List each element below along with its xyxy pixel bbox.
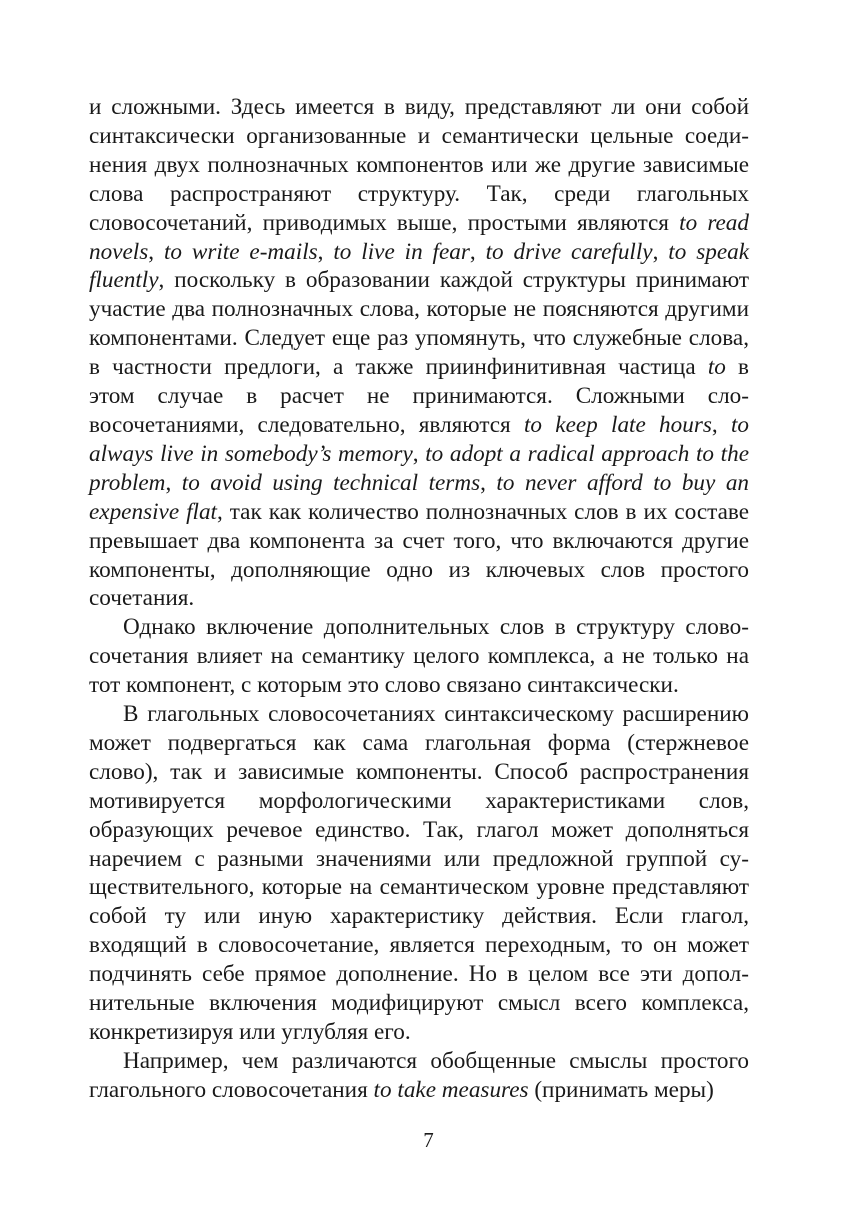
text-run: и сложными. Здесь имеется в виду, представляют ли они собой синтаксически организованные и семантически цельные соединения двух полнозначных компонентов или же другие зависимые слова распространяют структуру. Так, среди глагольных словосочетаний, приводимых выше, простыми являются — [89, 94, 749, 236]
text-run: , — [711, 411, 731, 438]
italic-example: to take measures — [373, 1076, 529, 1103]
text-run: , — [480, 469, 497, 496]
paragraph — [89, 613, 749, 700]
italic-example: to keep late hours — [523, 411, 712, 438]
text-run: , поскольку в образовании каждой структуры принимают участие два полнозначных слова, которые не поясняются другими компонентами. Следует еще раз упомянуть, что служебные слова, в частности предлоги, а также приинфинитивная частица — [89, 267, 749, 381]
italic-example: to never afford to buy an expensive flat — [89, 469, 750, 525]
text-run: , — [165, 469, 182, 496]
paragraph — [89, 1047, 749, 1105]
text-run: , — [652, 238, 669, 265]
body-text — [89, 93, 749, 1105]
italic-example: to — [707, 354, 726, 381]
page-number: 7 — [423, 1128, 434, 1152]
italic-example: to drive carefully — [485, 238, 653, 265]
text-run: , — [412, 440, 426, 467]
italic-example: to read novels — [89, 209, 749, 265]
text-run: В глагольных словосочетаниях синтаксическому расширению может подвергаться как сама глагольная форма (стержневое слово), так и зависимые компоненты. Способ распространения мотивируется морфологическими характеристиками слов, образующих речевое единство. Так, глагол может дополняться наречием с разными значениями или предложной группой существительного, которые на семантическом уровне представляют собой ту или иную характеристику действия. Если глагол, входящий в словосочетание, является переходным, то он может подчинять себе прямое дополнение. Но в целом все эти дополнительные включения модифицируют смысл всего комплекса, конкретизируя или углубляя его. — [89, 701, 749, 1045]
italic-example: to adopt a radical approach to the problem — [89, 440, 750, 496]
italic-example: to avoid using technical terms — [181, 469, 481, 496]
text-run: , так как количество полнозначных слов в их составе превышает два компонента за счет того, что включаются другие компоненты, дополняющие одно из ключевых слов простого сочетания. — [89, 498, 749, 612]
text-run: Однако включение дополнительных слов в структуру словосочетания влияет на семантику целого комплекса, а не только на тот компонент, с которым это слово связано синтаксически. — [89, 614, 749, 699]
italic-example: to speak fluently — [89, 238, 749, 294]
italic-example: to live in fear — [333, 238, 470, 265]
text-run: Например, чем различаются обобщенные смыслы простого глагольного словосочетания — [89, 1047, 749, 1103]
text-run: (принимать меры) — [528, 1076, 714, 1103]
text-run: в этом случае в расчет не принимаются. Сложными словосочетаниями, следовательно, являются — [89, 354, 749, 438]
paragraph — [89, 700, 749, 1047]
italic-example: to always live in somebody’s memory — [89, 411, 750, 467]
text-run: , — [148, 238, 164, 265]
text-run: , — [469, 238, 486, 265]
paragraph — [89, 93, 749, 613]
text-run: , — [317, 238, 334, 265]
italic-example: to write e-mails — [163, 238, 318, 265]
